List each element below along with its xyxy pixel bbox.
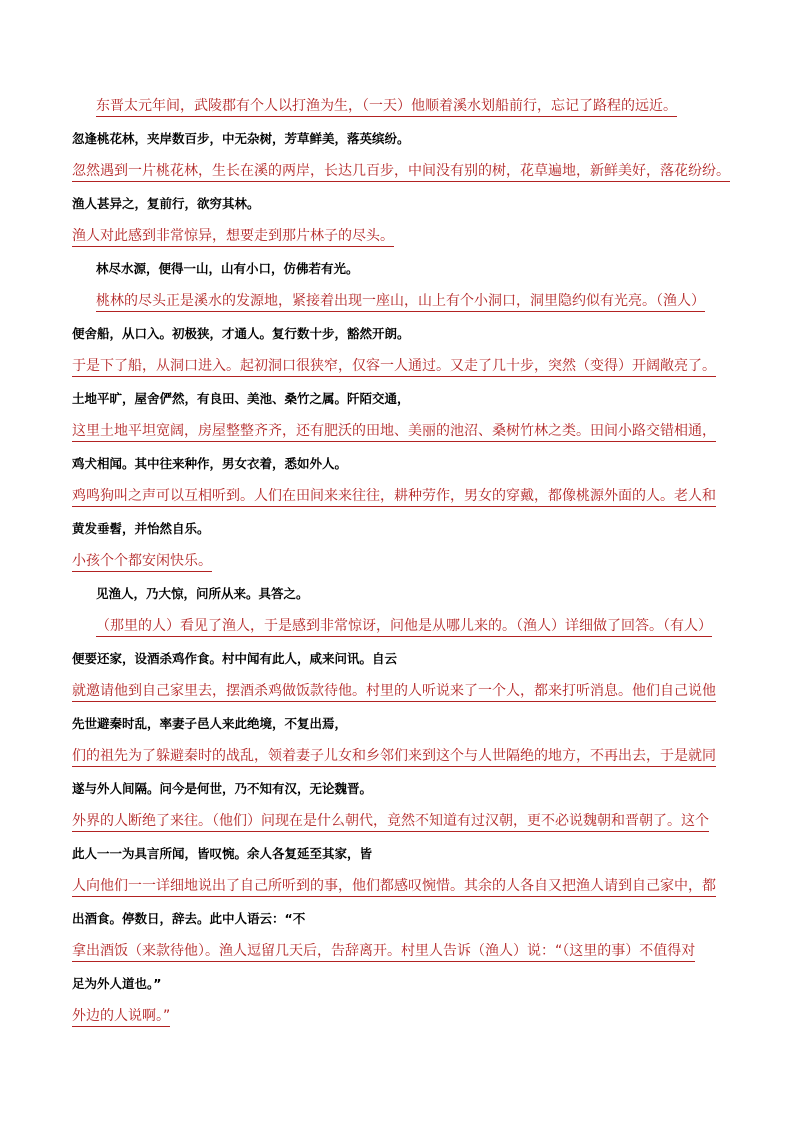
translation-line: 们的祖先为了躲避秦时的战乱，领着妻子儿女和乡邻们来到这个与人世隔绝的地方，不再出去，于是就同 — [72, 745, 716, 767]
original-text-line: 林尽水源，便得一山，山有小口，仿佛若有光。 — [96, 261, 359, 276]
translation-line: 就邀请他到自己家里去，摆酒杀鸡做饭款待他。村里的人听说来了一个人，都来打听消息。他们自己说他 — [72, 680, 716, 702]
translation-line: 桃林的尽头正是溪水的发源地，紧接着出现一座山，山上有个小洞口，洞里隐约似有光亮。（渔人） — [96, 290, 705, 312]
translation-line: 于是下了船，从洞口进入。起初洞口很狭窄，仅容一人通过。又走了几十步，突然（变得）开阔敞亮了。 — [72, 355, 716, 377]
original-text-line: 渔人甚异之，复前行，欲穷其林。 — [72, 196, 260, 211]
translation-line: 忽然遇到一片桃花林，生长在溪的两岸，长达几百步，中间没有别的树，花草遍地，新鲜美好，落花纷纷。 — [72, 160, 730, 182]
original-text-line: 黄发垂髫，并怡然自乐。 — [72, 521, 210, 536]
original-text-line: 出酒食。停数日，辞去。此中人语云：“不 — [72, 911, 306, 926]
original-text-line: 先世避秦时乱，率妻子邑人来此绝境，不复出焉， — [72, 716, 348, 731]
translation-line: （那里的人）看见了渔人，于是感到非常惊讶，问他是从哪儿来的。（渔人）详细做了回答。（有人） — [96, 615, 712, 637]
original-text-line: 忽逢桃花林，夹岸数百步，中无杂树，芳草鲜美，落英缤纷。 — [72, 131, 410, 146]
original-text-line: 见渔人，乃大惊，问所从来。具答之。 — [96, 586, 309, 601]
translation-line: 东晋太元年间，武陵郡有个人以打渔为生，（一天）他顺着溪水划船前行，忘记了路程的远近。 — [96, 95, 677, 117]
original-text-line: 此人一一为具言所闻，皆叹惋。余人各复延至其家，皆 — [72, 846, 373, 861]
original-text-line: 足为外人道也。” — [72, 976, 162, 991]
translation-line: 这里土地平坦宽阔，房屋整整齐齐，还有肥沃的田地、美丽的池沼、桑树竹林之类。田间小路交错相通， — [72, 420, 716, 442]
translation-line: 小孩个个都安闲快乐。 — [72, 550, 212, 572]
original-text-line: 便要还家，设酒杀鸡作食。村中闻有此人，咸来问讯。自云 — [72, 651, 398, 666]
original-text-line: 土地平旷，屋舍俨然，有良田、美池、桑竹之属。阡陌交通， — [72, 391, 410, 406]
translation-line: 人向他们一一详细地说出了自己所听到的事，他们都感叹惋惜。其余的人各自又把渔人请到自己家中，都 — [72, 875, 716, 897]
translation-line: 鸡鸣狗叫之声可以互相听到。人们在田间来来往往，耕种劳作，男女的穿戴，都像桃源外面的人。老人和 — [72, 485, 716, 507]
original-text-line: 便舍船，从口入。初极狭，才通人。复行数十步，豁然开朗。 — [72, 326, 410, 341]
translation-line: 外界的人断绝了来往。（他们）问现在是什么朝代，竟然不知道有过汉朝，更不必说魏朝和晋朝了。这个 — [72, 810, 709, 832]
original-text-line: 遂与外人间隔。问今是何世，乃不知有汉，无论魏晋。 — [72, 781, 373, 796]
original-text-line: 鸡犬相闻。其中往来种作，男女衣着，悉如外人。 — [72, 456, 348, 471]
translation-line: 拿出酒饭（来款待他）。渔人逗留几天后，告辞离开。村里人告诉（渔人）说：“（这里的事）不值得对 — [72, 940, 695, 962]
translation-line: 渔人对此感到非常惊异，想要走到那片林子的尽头。 — [72, 225, 394, 247]
translation-line: 外边的人说啊。” — [72, 1005, 170, 1027]
